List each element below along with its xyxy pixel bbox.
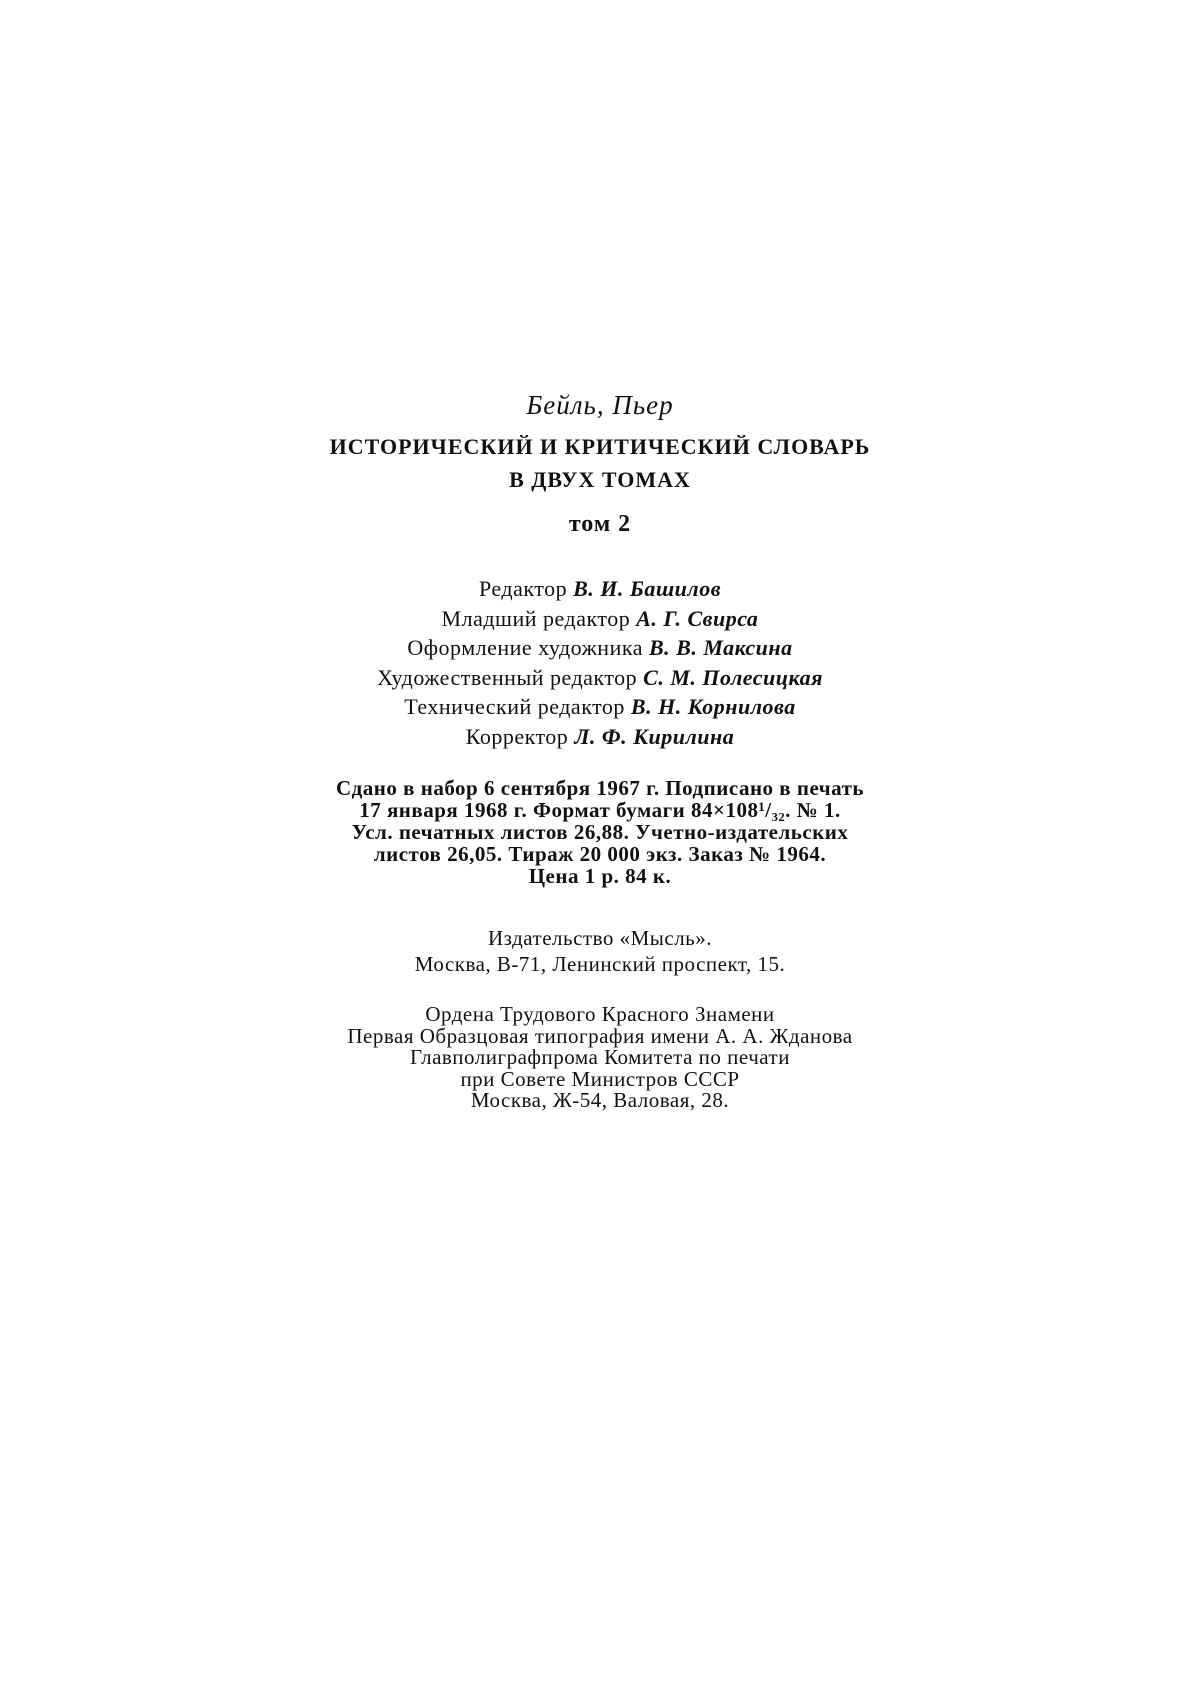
credit-person: А. Г. Свирса (636, 605, 759, 631)
volume-label: том 2 (568, 511, 632, 537)
title-line: ИСТОРИЧЕСКИЙ И КРИТИЧЕСКИЙ СЛОВАРЬ (329, 434, 871, 459)
credit-line (0, 722, 1200, 752)
credit-person: В. Н. Корнилова (630, 694, 796, 719)
credit-line (0, 692, 1200, 722)
author-name: Бейль, Пьер (526, 390, 674, 420)
credit-role: Редактор (478, 576, 568, 601)
publisher-line: Издательство «Мысль». (487, 926, 713, 950)
credits-list (0, 574, 1200, 751)
credit-person: В. И. Башилов (573, 576, 722, 601)
imprint-line: Цена 1 р. 84 к. (528, 864, 672, 888)
printer-block (0, 1004, 1200, 1112)
publisher-block (0, 925, 1200, 977)
printer-line: Ордена Трудового Красного Знамени (425, 1002, 775, 1026)
imprint-line: Усл. печатных листов 26,88. Учетно-издательских (351, 820, 849, 844)
credit-line (0, 604, 1200, 634)
credit-role: Художественный редактор (377, 664, 638, 690)
credit-line (0, 574, 1200, 604)
imprint-line: листов 26,05. Тираж 20 000 экз. Заказ № 1964. (373, 842, 827, 866)
printer-line: Москва, Ж-54, Валовая, 28. (470, 1088, 730, 1112)
credit-line (0, 663, 1200, 693)
credit-line (0, 633, 1200, 663)
book-title (0, 430, 1200, 496)
imprint-line: Сдано в набор 6 сентября 1967 г. Подписано в печать (335, 776, 865, 800)
credit-person: Л. Ф. Кирилина (574, 723, 735, 749)
printer-line: Первая Образцовая типография имени А. А. Жданова (347, 1023, 853, 1048)
credit-role: Оформление художника (407, 635, 643, 660)
credit-role: Технический редактор (404, 694, 625, 719)
credit-person: В. В. Максина (648, 635, 793, 660)
publisher-line: Москва, В-71, Ленинский проспект, 15. (414, 952, 786, 976)
print-imprint (0, 777, 1200, 887)
printer-line: Главполиграфпрома Комитета по печати (410, 1045, 790, 1069)
title-line: В ДВУХ ТОМАХ (509, 467, 691, 492)
printer-line: при Совете Министров СССР (460, 1066, 740, 1091)
credit-role: Корректор (465, 723, 569, 749)
imprint-line: 17 января 1968 г. Формат бумаги 84×108¹/₃₂. № 1. (359, 798, 841, 822)
credit-person: С. М. Полесицкая (643, 664, 823, 690)
credit-role: Младший редактор (441, 605, 631, 631)
